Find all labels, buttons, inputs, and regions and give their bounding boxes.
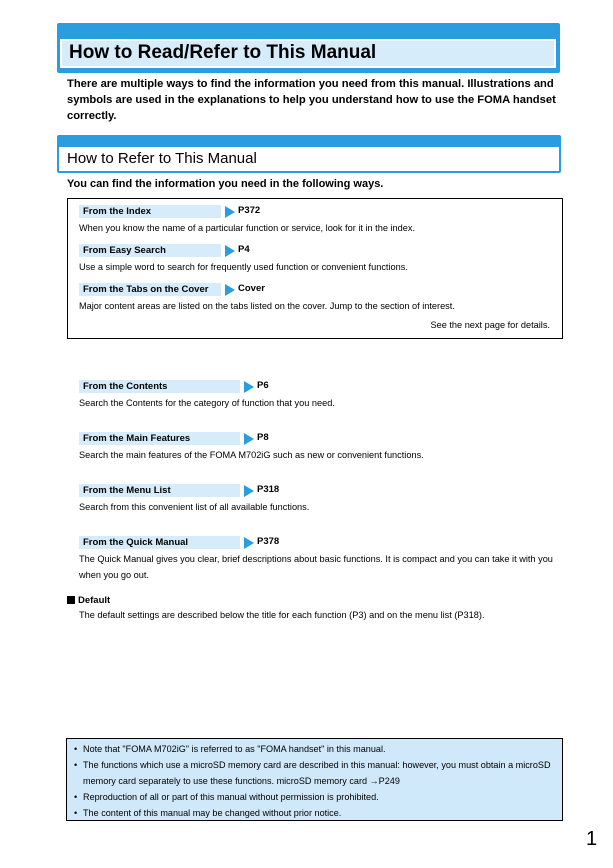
entry-label: From the Quick Manual bbox=[79, 536, 240, 549]
right-triangle-icon bbox=[225, 206, 235, 218]
entry-description: Search the main features of the FOMA M702iG such as new or convenient functions. bbox=[79, 450, 424, 460]
entry-description: The Quick Manual gives you clear, brief descriptions about basic functions. It is compact and you can take it with you when you go out. bbox=[79, 554, 553, 580]
see-next-note: See the next page for details. bbox=[430, 320, 550, 330]
entry-page-ref[interactable]: Cover bbox=[238, 283, 265, 294]
note-item bbox=[74, 789, 554, 805]
entry-description: Search the Contents for the category of function that you need. bbox=[79, 398, 335, 408]
right-triangle-icon bbox=[225, 284, 235, 296]
entry-label: From Easy Search bbox=[79, 244, 221, 257]
entry-description: When you know the name of a particular function or service, look for it in the index. bbox=[79, 223, 416, 233]
title-banner bbox=[57, 23, 560, 73]
intro-paragraph: There are multiple ways to find the information you need from this manual. Illustrations and symbols are used in the explanations to help you understand how to use the FOMA handset correctly. bbox=[67, 78, 556, 122]
note-item bbox=[74, 805, 554, 821]
bullet-icon: • bbox=[74, 760, 78, 770]
entry-page-ref[interactable]: P372 bbox=[238, 205, 261, 216]
default-heading-text: Default bbox=[78, 595, 111, 606]
right-triangle-icon bbox=[244, 381, 254, 393]
bullet-icon: • bbox=[74, 808, 78, 818]
note-item bbox=[74, 757, 554, 789]
entry-description: Search from this convenient list of all available functions. bbox=[79, 502, 310, 512]
black-square-icon bbox=[67, 596, 75, 604]
bullet-icon: • bbox=[74, 792, 78, 802]
right-triangle-icon bbox=[225, 245, 235, 257]
entry-label: From the Tabs on the Cover bbox=[79, 283, 221, 296]
note-text: The functions which use a microSD memory card are described in this manual: however, you must obtain a microSD memory card separately to use these functions. microSD memory card →P249 bbox=[83, 760, 551, 786]
right-triangle-icon bbox=[244, 433, 254, 445]
section-description: You can find the information you need in the following ways. bbox=[67, 178, 384, 190]
title-banner-inner bbox=[60, 39, 556, 68]
page-title: How to Read/Refer to This Manual bbox=[69, 42, 377, 63]
page-number: 1 bbox=[586, 828, 598, 850]
right-triangle-icon bbox=[244, 485, 254, 497]
entry-label: From the Menu List bbox=[79, 484, 240, 497]
notes-box bbox=[66, 738, 563, 821]
note-text: The content of this manual may be changed without prior notice. bbox=[83, 808, 342, 818]
entry-page-ref[interactable]: P8 bbox=[257, 432, 269, 443]
note-text: Reproduction of all or part of this manual without permission is prohibited. bbox=[83, 792, 379, 802]
entry-label: From the Main Features bbox=[79, 432, 240, 445]
bullet-icon: • bbox=[74, 744, 78, 754]
entry-page-ref[interactable]: P378 bbox=[257, 536, 280, 547]
entry-label: From the Contents bbox=[79, 380, 240, 393]
entry-page-ref[interactable]: P6 bbox=[257, 380, 269, 391]
section-banner-inner bbox=[59, 147, 559, 171]
note-item bbox=[74, 741, 554, 757]
section-heading: How to Refer to This Manual bbox=[67, 150, 257, 167]
entry-description: Major content areas are listed on the tabs listed on the cover. Jump to the section of interest. bbox=[79, 301, 455, 311]
entry-description: Use a simple word to search for frequently used function or convenient functions. bbox=[79, 262, 408, 272]
entry-page-ref[interactable]: P318 bbox=[257, 484, 280, 495]
entry-page-ref[interactable]: P4 bbox=[238, 244, 250, 255]
section-banner bbox=[57, 135, 561, 173]
default-heading bbox=[67, 595, 110, 606]
default-description: The default settings are described below the title for each function (P3) and on the menu list (P318). bbox=[79, 610, 485, 620]
note-text: Note that "FOMA M702iG" is referred to as "FOMA handset" in this manual. bbox=[83, 744, 386, 754]
right-triangle-icon bbox=[244, 537, 254, 549]
entry-label: From the Index bbox=[79, 205, 221, 218]
